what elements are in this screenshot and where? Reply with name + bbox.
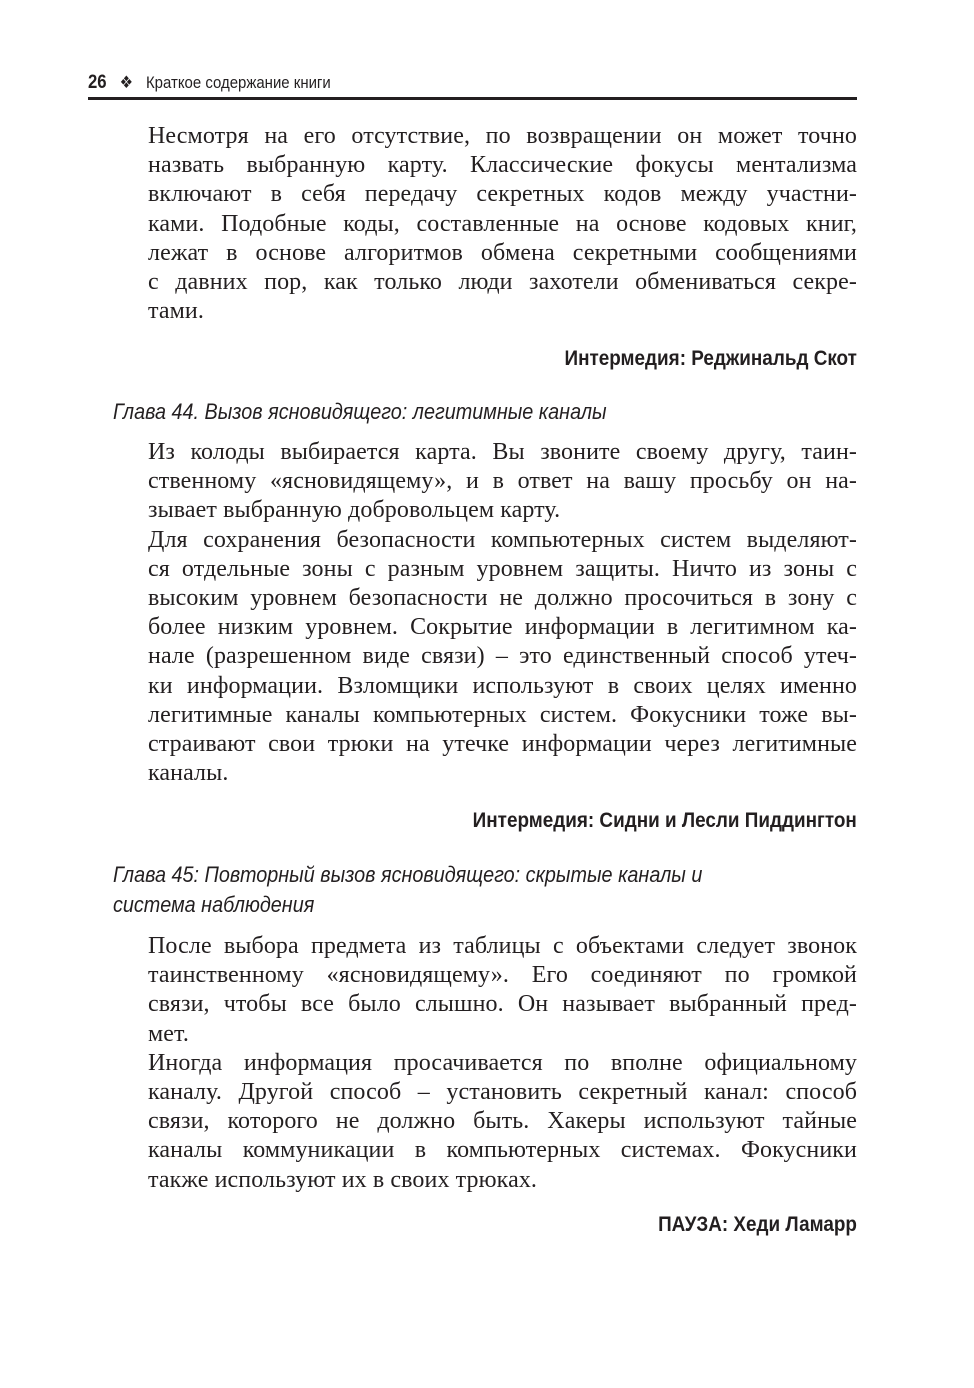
text-line: зывает выбранную добровольцем карту. (148, 497, 561, 524)
text-line: мет. (148, 1020, 189, 1047)
text-line: высоким уровнем безопасности не должно просочиться в зону с (148, 584, 857, 611)
text-line: с давних пор, как только люди захотели обмениваться секре- (148, 268, 857, 295)
interlude-heading: ПАУЗА: Хеди Ламарр (658, 1213, 857, 1236)
text-line: легитимные каналы компьютерных систем. Фокусники тоже вы- (148, 701, 857, 728)
chapter-title (113, 860, 702, 920)
text-line: каналы коммуникации в компьютерных системах. Фокусники (148, 1137, 857, 1164)
text-line: ки информации. Взломщики используют в своих целях именно (148, 672, 857, 699)
text-line: включают в себя передачу секретных кодов между участни- (148, 181, 857, 208)
text-line: Из колоды выбирается карта. Вы звоните своему другу, таин- (148, 439, 857, 465)
chapter-title-line: Глава 45: Повторный вызов ясновидящего: скрытые каналы и (113, 862, 703, 887)
text-line: ками. Подобные коды, составленные на основе кодовых книг, (148, 210, 857, 237)
text-line: ся отдельные зоны с разным уровнем защиты. Ничто из зоны с (148, 555, 857, 582)
text-line: каналы. (148, 760, 229, 787)
text-line: тами. (148, 298, 204, 325)
interlude-heading: Интермедия: Реджинальд Скот (564, 347, 857, 370)
text-line: также используют их в своих трюках. (148, 1166, 538, 1193)
header-rule (88, 97, 857, 100)
chapter-title-line: Глава 44. Вызов ясновидящего: легитимные каналы (113, 399, 607, 424)
chapter-45-body (148, 932, 857, 1195)
text-line: После выбора предмета из таблицы с объектами следует звонок (148, 933, 857, 959)
chapter-title-line: система наблюдения (113, 892, 315, 917)
text-line: таинственному «ясновидящему». Его соединяют по громкой (148, 962, 857, 989)
text-line: более низким уровнем. Сокрытие информации в легитимном ка- (148, 614, 857, 641)
text-line: Для сохранения безопасности компьютерных систем выделяют- (148, 526, 857, 553)
text-line: ственному «ясновидящему», и в ответ на вашу просьбу он на- (148, 468, 857, 495)
text-line: Несмотря на его отсутствие, по возвращении он может точно (148, 123, 857, 149)
text-line: связи, которого не должно быть. Хакеры используют тайные (148, 1108, 857, 1135)
text-line: Иногда информация просачивается по вполне официальному (148, 1049, 857, 1076)
ornament-icon: ❖ (119, 73, 133, 92)
text-line: связи, чтобы все было слышно. Он называет выбранный пред- (148, 991, 857, 1018)
text-line: назвать выбранную карту. Классические фокусы ментализма (148, 152, 857, 179)
text-line: нале (разрешенном виде связи) – это единственный способ утеч- (148, 643, 857, 670)
interlude-heading: Интермедия: Сидни и Лесли Пиддингтон (472, 809, 857, 832)
chapter-title (113, 397, 607, 427)
text-line: каналу. Другой способ – установить секретный канал: способ (148, 1078, 857, 1105)
running-title: Краткое содержание книги (145, 73, 331, 92)
text-line: страивают свои трюки на утечке информации через легитимные (148, 730, 857, 757)
running-header (88, 70, 765, 96)
text-line: лежат в основе алгоритмов обмена секретными сообщениями (148, 239, 857, 266)
paragraph-continuation (148, 122, 857, 326)
chapter-44-body (148, 438, 857, 788)
page-number: 26 (88, 72, 107, 93)
